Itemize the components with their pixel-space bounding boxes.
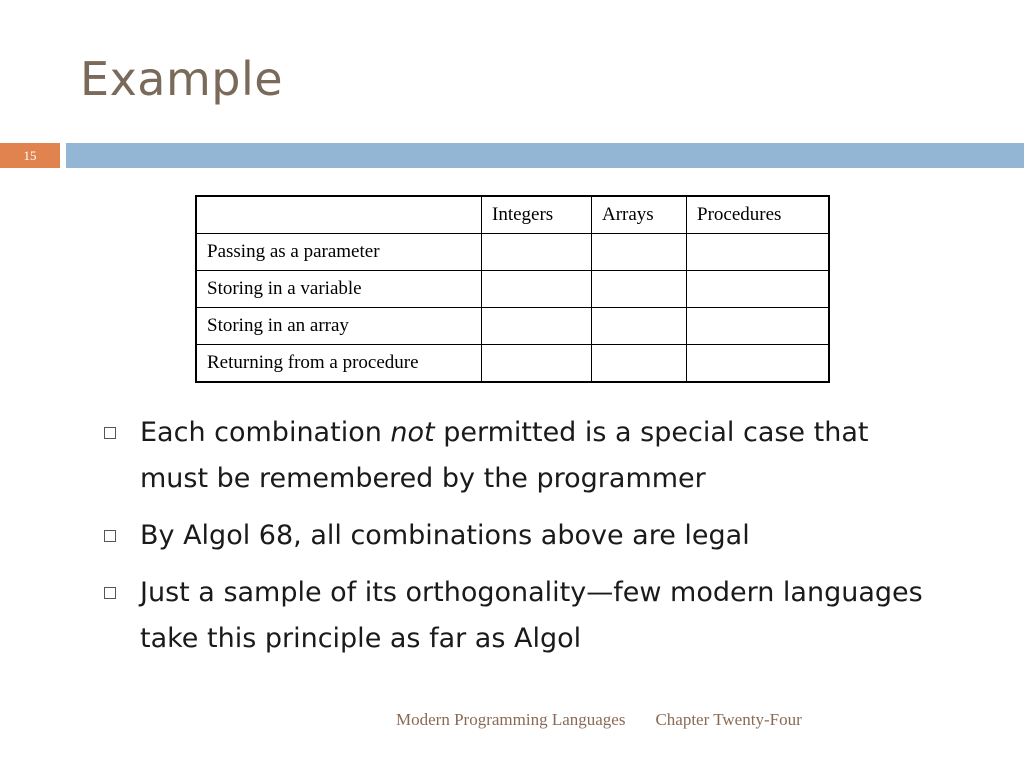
table-cell — [592, 271, 687, 308]
table-cell — [482, 234, 592, 271]
table-header-cell: Arrays — [592, 196, 687, 234]
table-cell — [687, 345, 830, 383]
footer-book-title: Modern Programming Languages — [396, 710, 626, 729]
table-cell — [482, 345, 592, 383]
bullet-item — [104, 513, 924, 559]
table-cell — [482, 308, 592, 345]
bullet-text: Just a sample of its orthogonality—few modern languages take this principle as far as Algol — [140, 577, 923, 654]
bullet-list — [104, 410, 924, 673]
table-cell — [592, 345, 687, 383]
table-cell — [482, 271, 592, 308]
table-row — [196, 308, 829, 345]
bullet-item — [104, 570, 924, 662]
table-row-label: Storing in a variable — [196, 271, 482, 308]
table-row-label: Storing in an array — [196, 308, 482, 345]
table-header-cell — [196, 196, 482, 234]
bullet-text: By Algol 68, all combinations above are legal — [140, 520, 750, 551]
table-row — [196, 234, 829, 271]
table-header-cell: Integers — [482, 196, 592, 234]
table-cell — [687, 308, 830, 345]
header-accent-bar — [66, 143, 1024, 168]
bullet-item — [104, 410, 924, 502]
footer-chapter: Chapter Twenty-Four — [655, 710, 802, 729]
bullet-text-part: Each combination — [140, 417, 391, 448]
table-row-label: Returning from a procedure — [196, 345, 482, 383]
table-header-cell: Procedures — [687, 196, 830, 234]
table-cell — [687, 234, 830, 271]
table-header-row — [196, 196, 829, 234]
table-cell — [592, 234, 687, 271]
table-row — [196, 345, 829, 383]
combination-table — [195, 195, 830, 383]
table-row — [196, 271, 829, 308]
bullet-text-part: permitted is a special case that must be remembered by the programmer — [140, 417, 869, 494]
slide-number: 15 — [23, 147, 37, 163]
bullet-emphasis: not — [390, 417, 435, 448]
square-bullet-icon — [104, 587, 116, 599]
slide-title: Example — [80, 52, 284, 106]
square-bullet-icon — [104, 530, 116, 542]
table-row-label: Passing as a parameter — [196, 234, 482, 271]
table-cell — [687, 271, 830, 308]
slide-number-badge — [0, 143, 60, 168]
table-cell — [592, 308, 687, 345]
slide-footer — [396, 710, 802, 730]
square-bullet-icon — [104, 427, 116, 439]
